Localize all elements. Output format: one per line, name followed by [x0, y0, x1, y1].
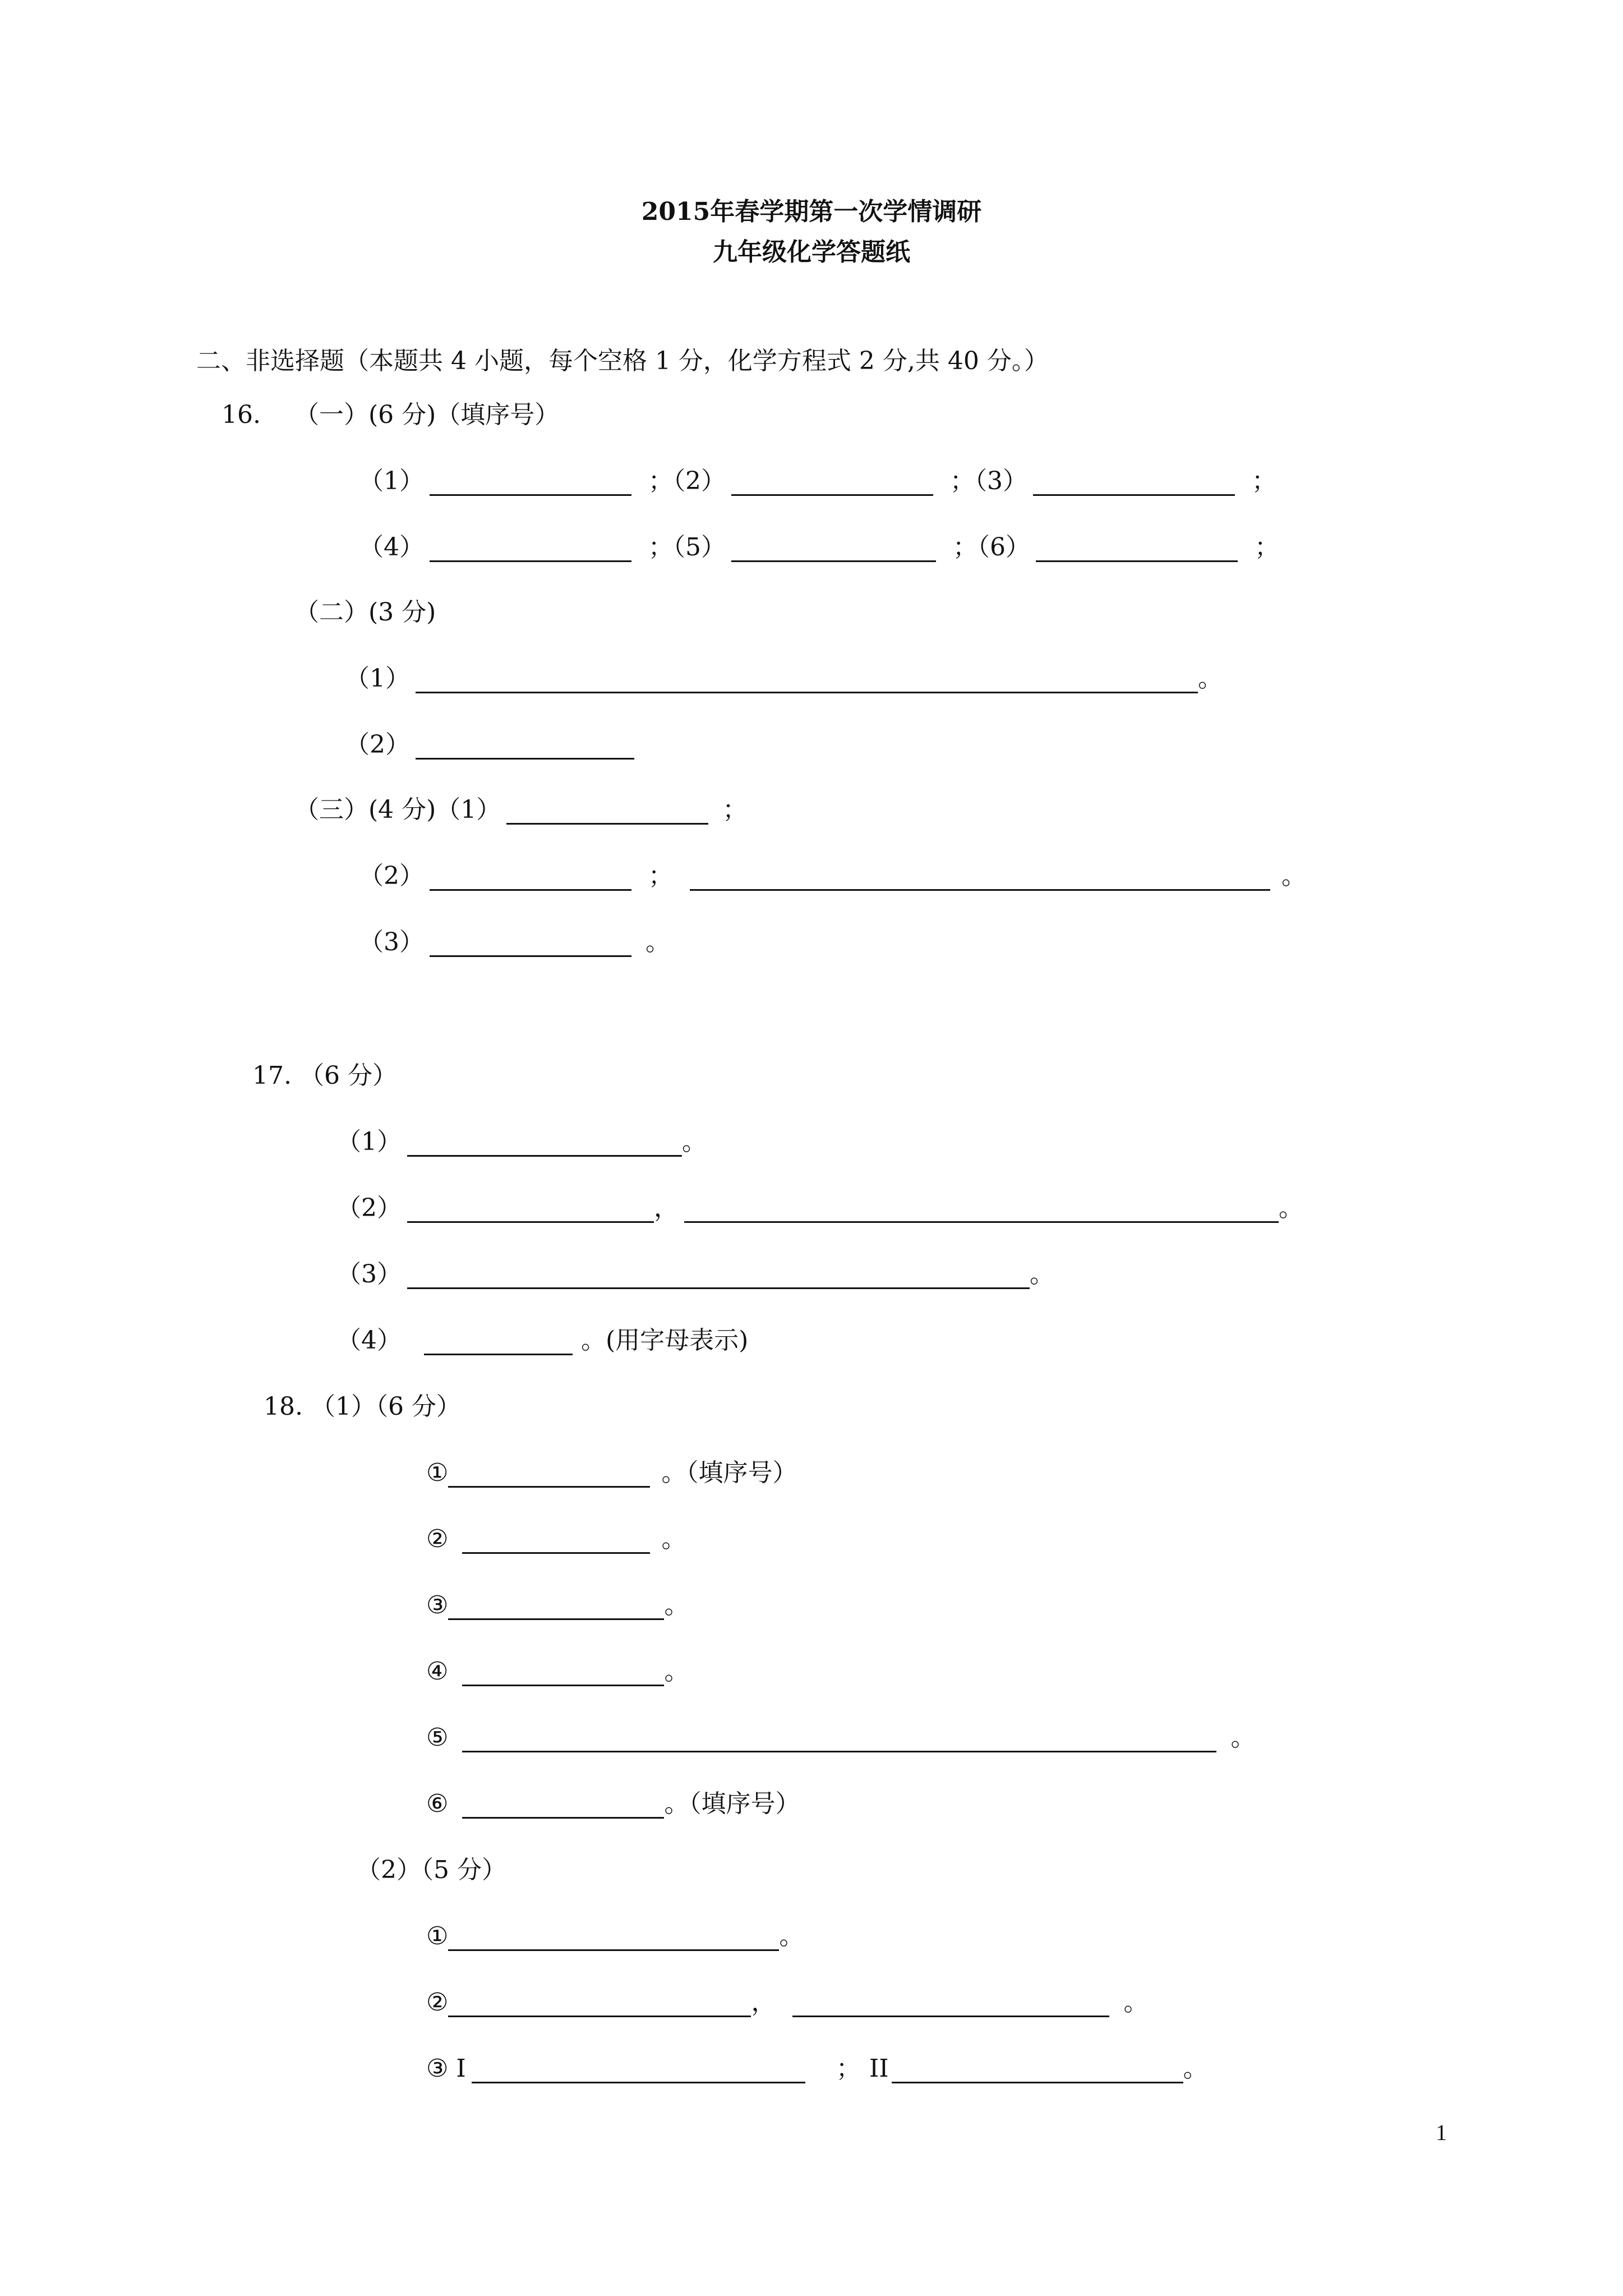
q18-1-item6: ⑥ 。（填序号）: [426, 1789, 800, 1818]
q16-part1-row1: （1） ；（2） ；（3） ；: [359, 467, 1276, 495]
q18-2-2b-blank[interactable]: [792, 1989, 1109, 2017]
q18-2-2a-blank[interactable]: [448, 1989, 751, 2017]
q18-1-1-blank[interactable]: [448, 1459, 650, 1488]
section-heading: 二、非选择题（本题共 4 小题，每个空格 1 分，化学方程式 2 分,共 40 分。）: [196, 347, 1049, 375]
q16-part1-row2: （4） ；（5） ；（6） ；: [359, 533, 1279, 562]
q18-1-item1: ① 。（填序号）: [426, 1458, 797, 1487]
q16-1-3-blank[interactable]: [1033, 467, 1235, 496]
q16-part1-header: [222, 397, 559, 433]
q18-1-2-blank[interactable]: [462, 1525, 650, 1554]
q17-item4: （4） 。(用字母表示): [336, 1326, 749, 1355]
q16-2-1-blank[interactable]: [416, 665, 1198, 693]
q16-2-2-blank[interactable]: [416, 731, 634, 760]
q16-3-1-blank[interactable]: [506, 796, 708, 825]
q17-4-blank[interactable]: [424, 1327, 573, 1355]
q18-2-item3: ③ I ； II 。: [426, 2054, 1208, 2083]
q18-1-item5: ⑤ 。: [426, 1723, 1256, 1752]
page-title: 2015年春学期第一次学情调研: [641, 197, 982, 226]
q16-3-2a-blank[interactable]: [430, 862, 631, 891]
q18-2-3-i-blank[interactable]: [472, 2055, 805, 2083]
q18-header: 18. （1）（6 分）: [264, 1392, 461, 1421]
q18-1-item3: ③ 。: [426, 1591, 689, 1619]
q18-1-item4: ④ 。: [426, 1657, 689, 1686]
q16-3-3-blank[interactable]: [430, 928, 631, 957]
q17-header: 17. （6 分）: [252, 1061, 397, 1090]
q17-item3: （3） 。: [336, 1260, 1054, 1289]
q16-number: 16.: [222, 401, 261, 429]
q16-part3-row1: （三）(4 分)（1） ；: [294, 795, 748, 824]
q17-item1: （1） 。: [336, 1128, 707, 1156]
q16-1-1-blank[interactable]: [430, 467, 631, 496]
q16-1-4-blank[interactable]: [430, 533, 631, 562]
q17-1-blank[interactable]: [407, 1128, 682, 1157]
q16-1-5-blank[interactable]: [731, 533, 936, 562]
q18-1-5-blank[interactable]: [462, 1724, 1216, 1752]
q16-part3-item3: （3） 。: [359, 928, 670, 956]
page-number: 1: [1436, 2120, 1447, 2145]
q17-2a-blank[interactable]: [407, 1194, 654, 1223]
q17-2b-blank[interactable]: [684, 1194, 1279, 1223]
q18-1-item2: ② 。: [426, 1525, 686, 1553]
q16-1-2-blank[interactable]: [731, 467, 933, 496]
q16-1-6-blank[interactable]: [1036, 533, 1238, 562]
q18-1-6-blank[interactable]: [462, 1790, 664, 1819]
q16-3-2b-blank[interactable]: [690, 862, 1270, 891]
q18-1-4-blank[interactable]: [462, 1658, 664, 1686]
q16-part2-item2: （2）: [345, 727, 634, 763]
q18-part2-header: （2）（5 分）: [356, 1856, 506, 1884]
q18-1-3-blank[interactable]: [448, 1591, 664, 1620]
page-subtitle: 九年级化学答题纸: [713, 238, 910, 266]
q16-part1-label: （一）(6 分)（填序号）: [294, 401, 560, 429]
q18-2-item1: ① 。: [426, 1922, 804, 1950]
q18-2-3-ii-blank[interactable]: [892, 2055, 1183, 2083]
q16-part2-item1: （1） 。: [345, 664, 1223, 693]
q16-part2-header: （二）(3 分): [294, 598, 436, 627]
q18-2-1-blank[interactable]: [448, 1922, 779, 1951]
q17-item2: （2） ， 。: [336, 1194, 1303, 1222]
q18-2-item2: ② ， 。: [426, 1988, 1149, 2017]
q16-part3-item2: （2） ； 。: [359, 862, 1306, 890]
q17-3-blank[interactable]: [407, 1260, 1030, 1289]
